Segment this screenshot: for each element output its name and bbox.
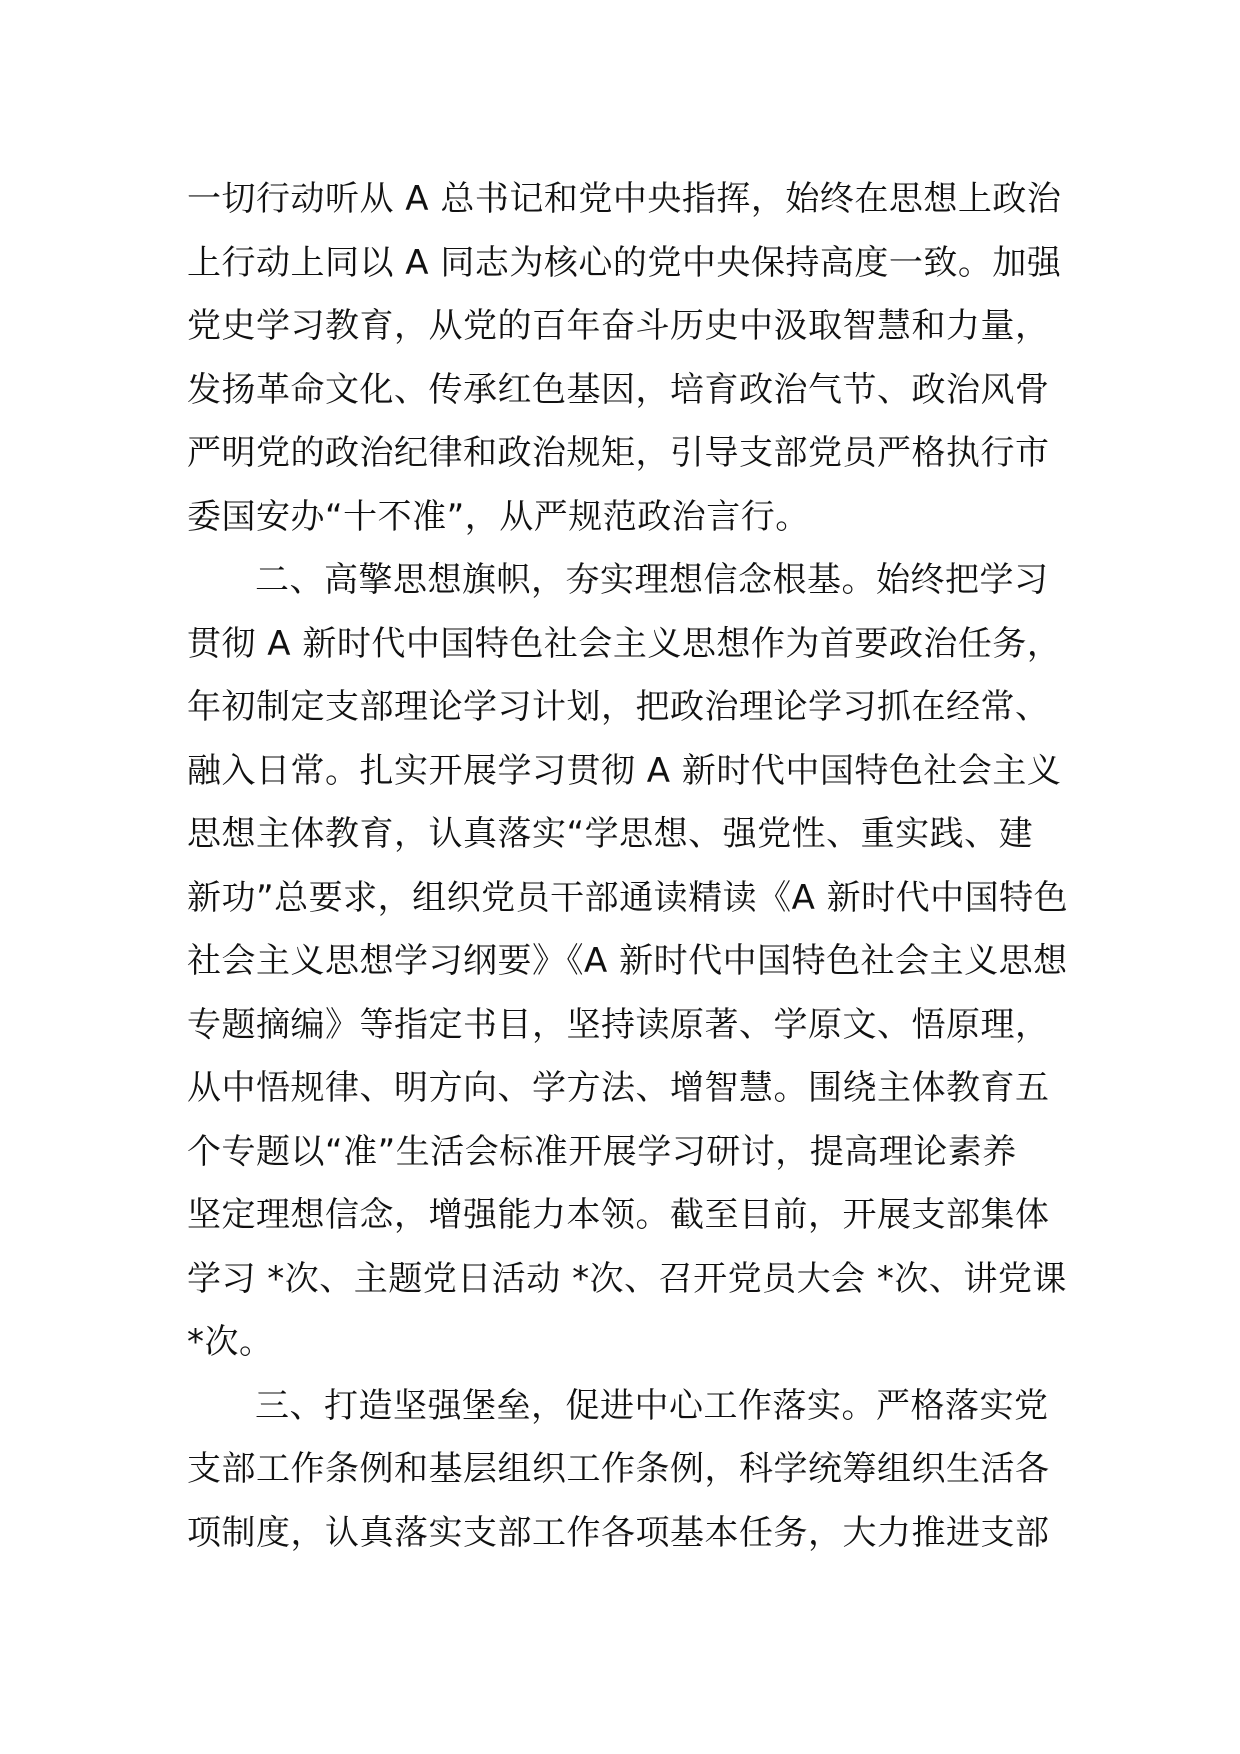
text-line: 融入日常。扎实开展学习贯彻 A 新时代中国特色社会主义 — [187, 750, 1062, 791]
text-line: 项制度，认真落实支部工作各项基本任务，大力推进支部 — [187, 1512, 1050, 1553]
text-line: 社会主义思想学习纲要》《A 新时代中国特色社会主义思想 — [187, 941, 1068, 981]
text-line: 专题摘编》等指定书目，坚持读原著、学原文、悟原理， — [187, 1004, 1050, 1045]
text-line: 学习 *次、主题党日活动 *次、召开党员大会 *次、讲党课 — [187, 1258, 1067, 1299]
text-line: 贯彻 A 新时代中国特色社会主义思想作为首要政治任务， — [187, 623, 1062, 664]
text-line: 严明党的政治纪律和政治规矩，引导支部党员严格执行市 — [187, 433, 1050, 473]
text-line: 个专题以“准”生活会标准开展学习研讨，提高理论素养 — [187, 1131, 1017, 1172]
text-line: 委国安办“十不准”，从严规范政治言行。 — [187, 496, 810, 537]
text-line: 上行动上同以 A 同志为核心的党中央保持高度一致。加强 — [187, 242, 1062, 283]
section-heading-line: 三、打造坚强堡垒，促进中心工作落实。严格落实党 — [255, 1385, 1049, 1426]
body-text — [187, 168, 1087, 1565]
text-line: 坚定理想信念，增强能力本领。截至目前，开展支部集体 — [187, 1195, 1050, 1235]
text-line: 从中悟规律、明方向、学方法、增智慧。围绕主体教育五 — [187, 1068, 1050, 1108]
text-line: 年初制定支部理论学习计划，把政治理论学习抓在经常、 — [187, 687, 1050, 727]
text-line: 支部工作条例和基层组织工作条例，科学统筹组织生活各 — [187, 1449, 1050, 1489]
text-line: 新功”总要求，组织党员干部通读精读《A 新时代中国特色 — [187, 877, 1069, 918]
text-line: 一切行动听从 A 总书记和党中央指挥，始终在思想上政治 — [187, 179, 1062, 219]
text-line: *次。 — [187, 1322, 274, 1362]
section-heading-line: 二、高擎思想旗帜，夯实理想信念根基。始终把学习 — [255, 560, 1049, 600]
text-line: 思想主体教育，认真落实“学思想、强党性、重实践、建 — [187, 814, 1034, 854]
text-line: 党史学习教育，从党的百年奋斗历史中汲取智慧和力量， — [187, 306, 1050, 346]
text-line: 发扬革命文化、传承红色基因，培育政治气节、政治风骨 — [187, 369, 1050, 410]
